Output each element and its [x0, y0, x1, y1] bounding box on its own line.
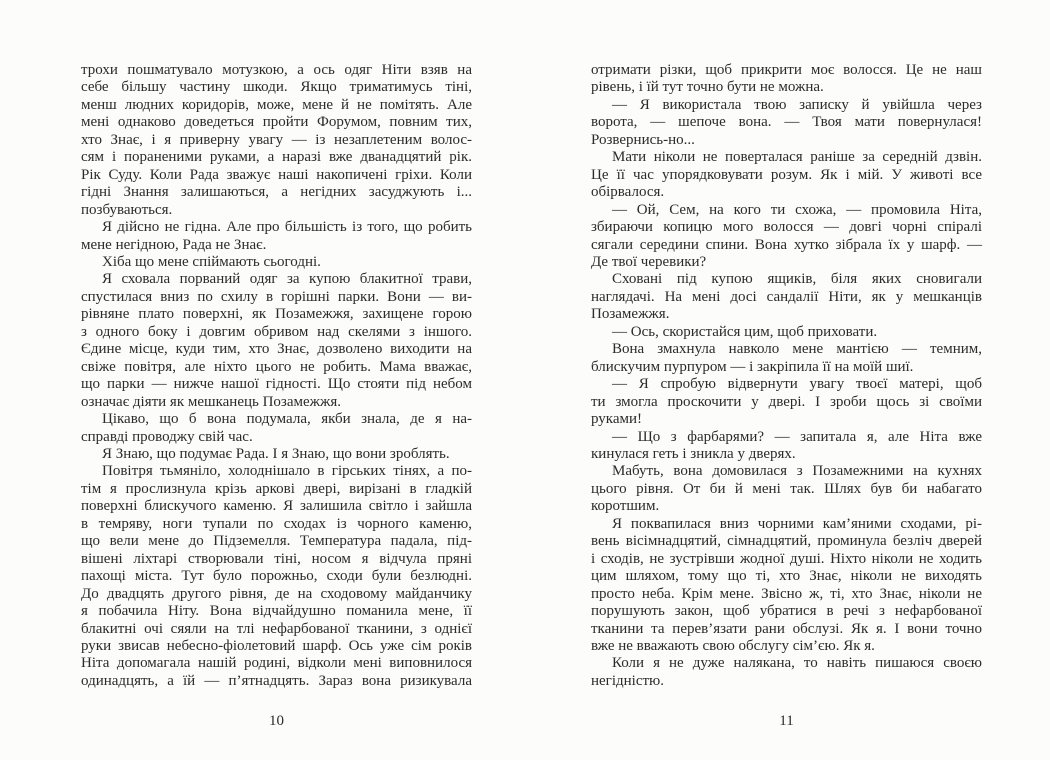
page-number-right: 11 — [779, 713, 794, 729]
text-line: себе більшу частину шкоди. Якщо триматимусь тіні, — [81, 79, 472, 96]
text-line: мені однаково доведеться пройти Форумом, повним тих, — [81, 114, 472, 131]
text-line: блискучим пурпуром — і закріпила її на моїй шиї. — [591, 358, 914, 375]
page-number-left: 10 — [269, 713, 284, 729]
text-line: — Що з фарбарями? — запитала я, але Ніта вже — [612, 428, 982, 445]
text-line: вішені ліхтарі створювали тіні, носом я відчула пряні — [81, 550, 472, 567]
text-line: означає діяти як мешканець Позамежжя. — [81, 393, 342, 410]
text-line: рівень, і їй тут точно бути не можна. — [591, 79, 824, 96]
text-line: сям і пораненими руками, а наразі вже дванадцятий рік. — [81, 149, 472, 166]
paragraph — [591, 341, 982, 376]
text-line: Я Знаю, що подумає Рада. І я Знаю, що вони зроблять. — [102, 445, 450, 462]
text-line: цим шляхом, тому що ті, хто Знає, ніколи не виходять — [591, 568, 982, 585]
text-line: Позамежжя. — [591, 306, 670, 323]
paragraph — [591, 271, 982, 323]
text-line: обірвалося. — [591, 184, 665, 201]
text-line: Вона змахнула навколо мене мантією — темним, — [612, 341, 982, 358]
text-line: Мати ніколи не поверталася раніше за середній дзвін. — [612, 149, 982, 166]
paragraph — [81, 271, 472, 411]
text-line: що вели мене до Підземелля. Температура падала, під- — [81, 533, 472, 550]
text-line: справді проводжу свій час. — [81, 428, 253, 445]
text-line: Я дійсно не гідна. Але про більшість із того, що робить — [102, 219, 472, 236]
text-line: менш людних коридорів, може, мене й не помітять. Але — [81, 96, 472, 113]
text-line: трохи пошматувало мотузкою, а ось одяг Ніти взяв на — [81, 62, 472, 78]
text-line: До двадцять другого рівня, де на сходовому майданчику — [81, 585, 472, 602]
text-line: — Я спробую відвернути увагу твоєї матері, щоб — [612, 376, 982, 393]
paragraph — [81, 219, 472, 254]
text-line: Я сховала порваний одяг за купою блакитної трави, — [102, 271, 472, 288]
text-line: тканини та перев’язати рани обслузі. Як я. І вони точно — [591, 620, 982, 637]
text-line: Повітря тьмяніло, холоднішало в гірських тінях, а по- — [102, 463, 472, 480]
paragraph — [591, 149, 982, 201]
paragraph — [591, 62, 982, 97]
text-line: Цікаво, що б вона подумала, якби знала, де я на- — [102, 411, 472, 428]
text-line: ти змогла проскочити у двері. І зроби щось зі своїми — [591, 393, 982, 410]
paragraph — [591, 376, 982, 428]
text-line: і сходів, не зустрівши жодної душі. Ніхто ніколи не ходить — [591, 550, 982, 567]
paragraph — [591, 202, 982, 272]
text-line: Коли я не дуже налякана, то навіть пишаюся своєю — [612, 655, 982, 672]
text-line: я побачила Ніту. Вона відчайдушно поманила мене, її — [81, 603, 472, 620]
text-line: просто неба. Крім мене. Звісно ж, ті, хто Знає, ніколи не — [591, 585, 982, 602]
text-line: — Я використала твою записку й увійшла через — [612, 96, 982, 113]
text-line: Розвернись-но... — [591, 131, 695, 148]
text-line: порушують закон, щоб убратися в речі з нефарбованої — [591, 603, 982, 620]
text-line: в темряву, ноги тупали по сходах із чорного каменю, — [81, 515, 472, 532]
text-line: свіже повітря, але ніхто цього не робить. Мама вважає, — [81, 358, 472, 375]
text-line: мене негідною, Рада не Знає. — [81, 236, 267, 253]
text-line: вже не вважають свою обслугу сім’єю. Як я. — [591, 637, 875, 654]
text-line: що парки — нижче нашої гідності. Що стояти під небом — [81, 376, 472, 393]
left-page-text — [81, 62, 472, 690]
text-line: блакитні очі сяяли на тлі нефарбованої тканини, з однієї — [81, 620, 472, 637]
paragraph — [81, 254, 472, 271]
text-line: негідністю. — [591, 672, 665, 689]
text-line: одинадцять, а їй — п’ятнадцять. Зараз вона ризикувала — [81, 672, 472, 689]
text-line: Це її час упорядковувати розум. Як і мій. У животі все — [591, 166, 982, 183]
text-line: Де твої черевики? — [591, 253, 707, 270]
text-line: вень вісімнадцятий, сімнадцятий, проминула безліч дверей — [591, 533, 982, 550]
text-line: ворота, — шепоче вона. — Твоя мати повернулася! — [591, 114, 982, 131]
paragraph — [591, 97, 982, 149]
paragraph — [81, 62, 472, 219]
paragraph — [81, 446, 472, 463]
text-line: позбуваються. — [81, 201, 173, 218]
text-line: Рік Суду. Коли Рада зважує наші накопичені гріхи. Коли — [81, 166, 472, 183]
text-line: цього рівня. От би й мені так. Шлях був би набагато — [591, 480, 982, 497]
text-line: — Ой, Сем, на кого ти схожа, — промовила Ніта, — [612, 201, 982, 218]
text-line: гідні Знання залишаються, а негідних засуджують і... — [81, 184, 472, 201]
text-line: з одного боку і довгим обривом над скелями з іншого. — [81, 323, 472, 340]
paragraph — [591, 429, 982, 464]
text-line: Єдине місце, куди тим, хто Знає, дозволено виходити на — [81, 341, 472, 358]
text-line: коротшим. — [591, 498, 660, 515]
paragraph — [591, 463, 982, 515]
right-page-text — [591, 62, 982, 690]
text-line: спустилася вниз по схилу в горішні парки. Вони — ви- — [81, 288, 472, 305]
text-line: Мабуть, вона домовилася з Позамежними на кухнях — [612, 463, 982, 480]
text-line: тім я прослизнула крізь аркові двері, вирізані в гладкій — [81, 480, 472, 497]
paragraph — [81, 411, 472, 446]
text-line: сягали середини спини. Вона хутко зібрала їх у шарф. — — [591, 236, 982, 253]
text-line: руки звисав небесно-фіолетовий шарф. Ось уже сім років — [81, 637, 472, 654]
text-line: збираючи копицю мого волосся — довгі чорні спіралі — [591, 219, 982, 236]
paragraph — [591, 324, 982, 341]
paragraph — [591, 655, 982, 690]
text-line: Хіба що мене спіймають сьогодні. — [102, 253, 321, 270]
text-line: пахощі міста. Тут було порожньо, сходи були безлюдні. — [81, 568, 472, 585]
text-line: руками! — [591, 411, 643, 428]
text-line: Сховані під купою ящиків, біля яких сновигали — [612, 271, 982, 288]
text-line: Я поквапилася вниз чорними кам’яними сходами, рі- — [612, 515, 982, 532]
text-line: наглядачі. На мені досі сандалії Ніти, як у мешканців — [591, 288, 982, 305]
text-line: рівняне плато поверхні, як Позамежжя, захищене горою — [81, 306, 472, 323]
text-line: хто Знає, і я приверну увагу — із незаплетеним волос- — [81, 131, 472, 148]
text-line: Ніта допомагала нашій родині, відколи мені виповнилося — [81, 655, 472, 672]
text-line: — Ось, скористайся цим, щоб приховати. — [612, 323, 878, 340]
text-line: кинулася геть і зникла у дверях. — [591, 445, 796, 462]
paragraph — [591, 516, 982, 656]
text-line: отримати різки, щоб прикрити моє волосся. Це не наш — [591, 62, 982, 78]
paragraph — [81, 463, 472, 690]
text-line: поверхні блискучого каменю. Я залишила світло і зайшла — [81, 498, 472, 515]
